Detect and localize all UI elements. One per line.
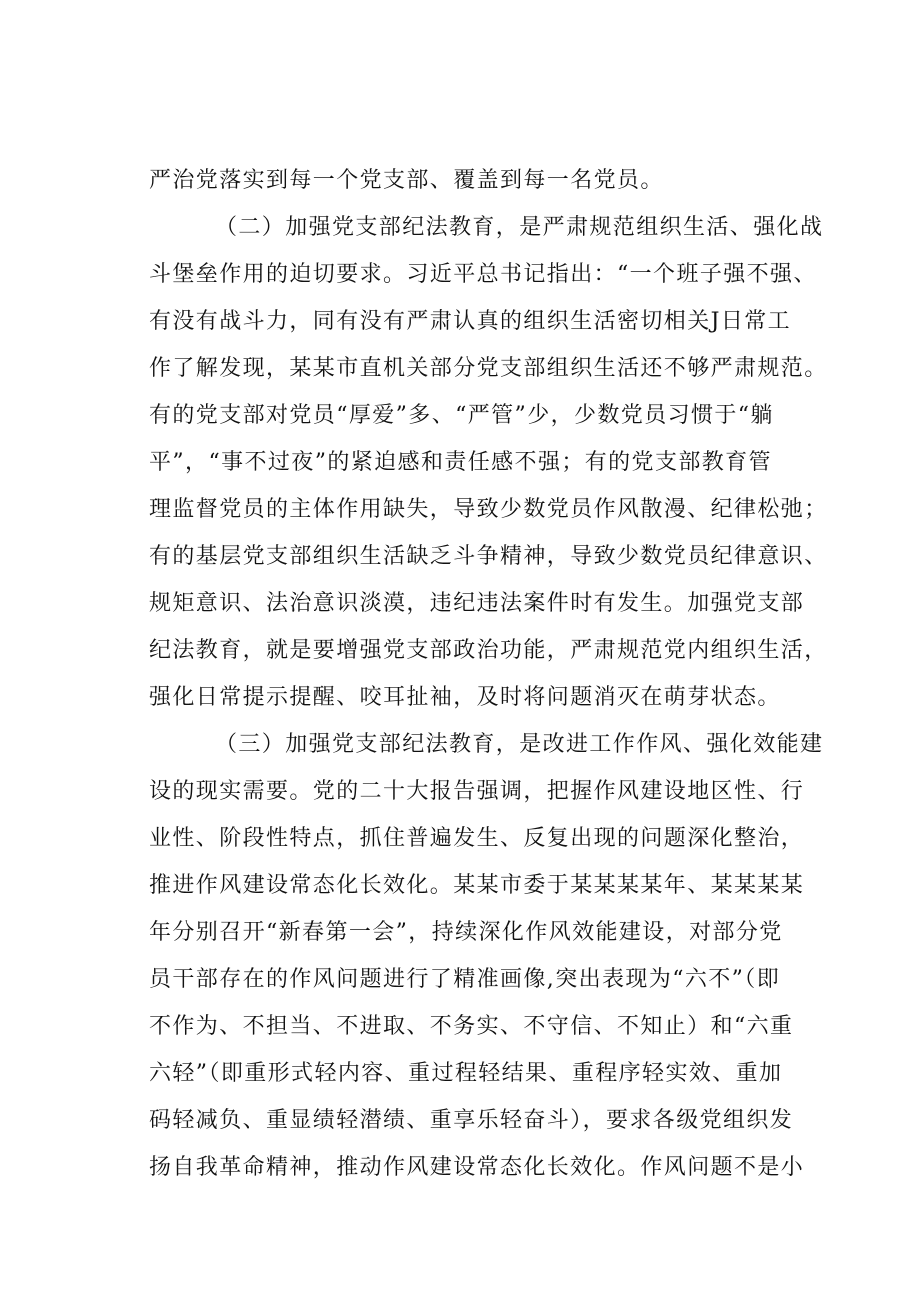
text-line-11: 纪法教育，就是要增强党支部政治功能，严肃规范党内组织生活，: [149, 638, 828, 663]
text-line-6: 有的党支部对党员“厚爱”多、“严管”少，少数党员习惯于“躺: [149, 403, 774, 428]
text-line-2: （二）加强党支部纪法教育，是严肃规范组织生活、强化战: [215, 215, 824, 240]
text-line-13: （三）加强党支部纪法教育，是改进工作作风、强化效能建: [215, 732, 824, 757]
text-line-7: 平”，“事不过夜”的紧迫感和责任感不强；有的党支部教育管: [149, 450, 772, 475]
text-line-9: 有的基层党支部组织生活缺乏斗争精神，导致少数党员纪律意识、: [149, 544, 828, 569]
text-line-10: 规矩意识、法治意识淡漠，违纪违法案件时有发生。加强党支部: [149, 591, 805, 616]
text-line-8: 理监督党员的主体作用缺失，导致少数党员作风散漫、纪律松弛；: [149, 497, 828, 522]
text-line-15: 业性、阶段性特点，抓住普遍发生、反复出现的问题深化整治，: [149, 826, 805, 851]
text-line-22: 扬自我革命精神，推动作风建设常态化长效化。作风问题不是小: [149, 1155, 805, 1180]
text-line-3: 斗堡垒作用的迫切要求。习近平总书记指出：“一个班子强不强、: [149, 262, 817, 287]
text-line-17: 年分别召开“新春第一会”，持续深化作风效能建设，对部分党: [149, 920, 783, 945]
text-line-20: 六轻”（即重形式轻内容、重过程轻结果、重程序轻实效、重加: [149, 1061, 783, 1086]
text-line-12: 强化日常提示提醒、咬耳扯袖，及时将问题消灭在萌芽状态。: [149, 685, 781, 710]
text-line-21: 码轻减负、重显绩轻潜绩、重享乐轻奋斗），要求各级党组织发: [149, 1108, 794, 1133]
text-line-16: 推进作风建设常态化长效化。某某市委于某某某某年、某某某某: [149, 873, 805, 898]
text-line-1: 严治党落实到每一个党支部、覆盖到每一名党员。: [149, 168, 664, 193]
text-line-19: 不作为、不担当、不进取、不务实、不守信、不知止）和“六重: [149, 1014, 794, 1039]
text-line-14: 设的现实需要。党的二十大报告强调，把握作风建设地区性、行: [149, 779, 805, 804]
text-line-4: 有没有战斗力，同有没有严肃认真的组织生活密切相关J日常工: [149, 309, 792, 334]
text-line-18: 员干部存在的作风问题进行了精准画像,突出表现为“六不”（即: [149, 967, 781, 992]
text-line-5: 作了解发现，某某市直机关部分党支部组织生活还不够严肃规范。: [149, 356, 828, 381]
